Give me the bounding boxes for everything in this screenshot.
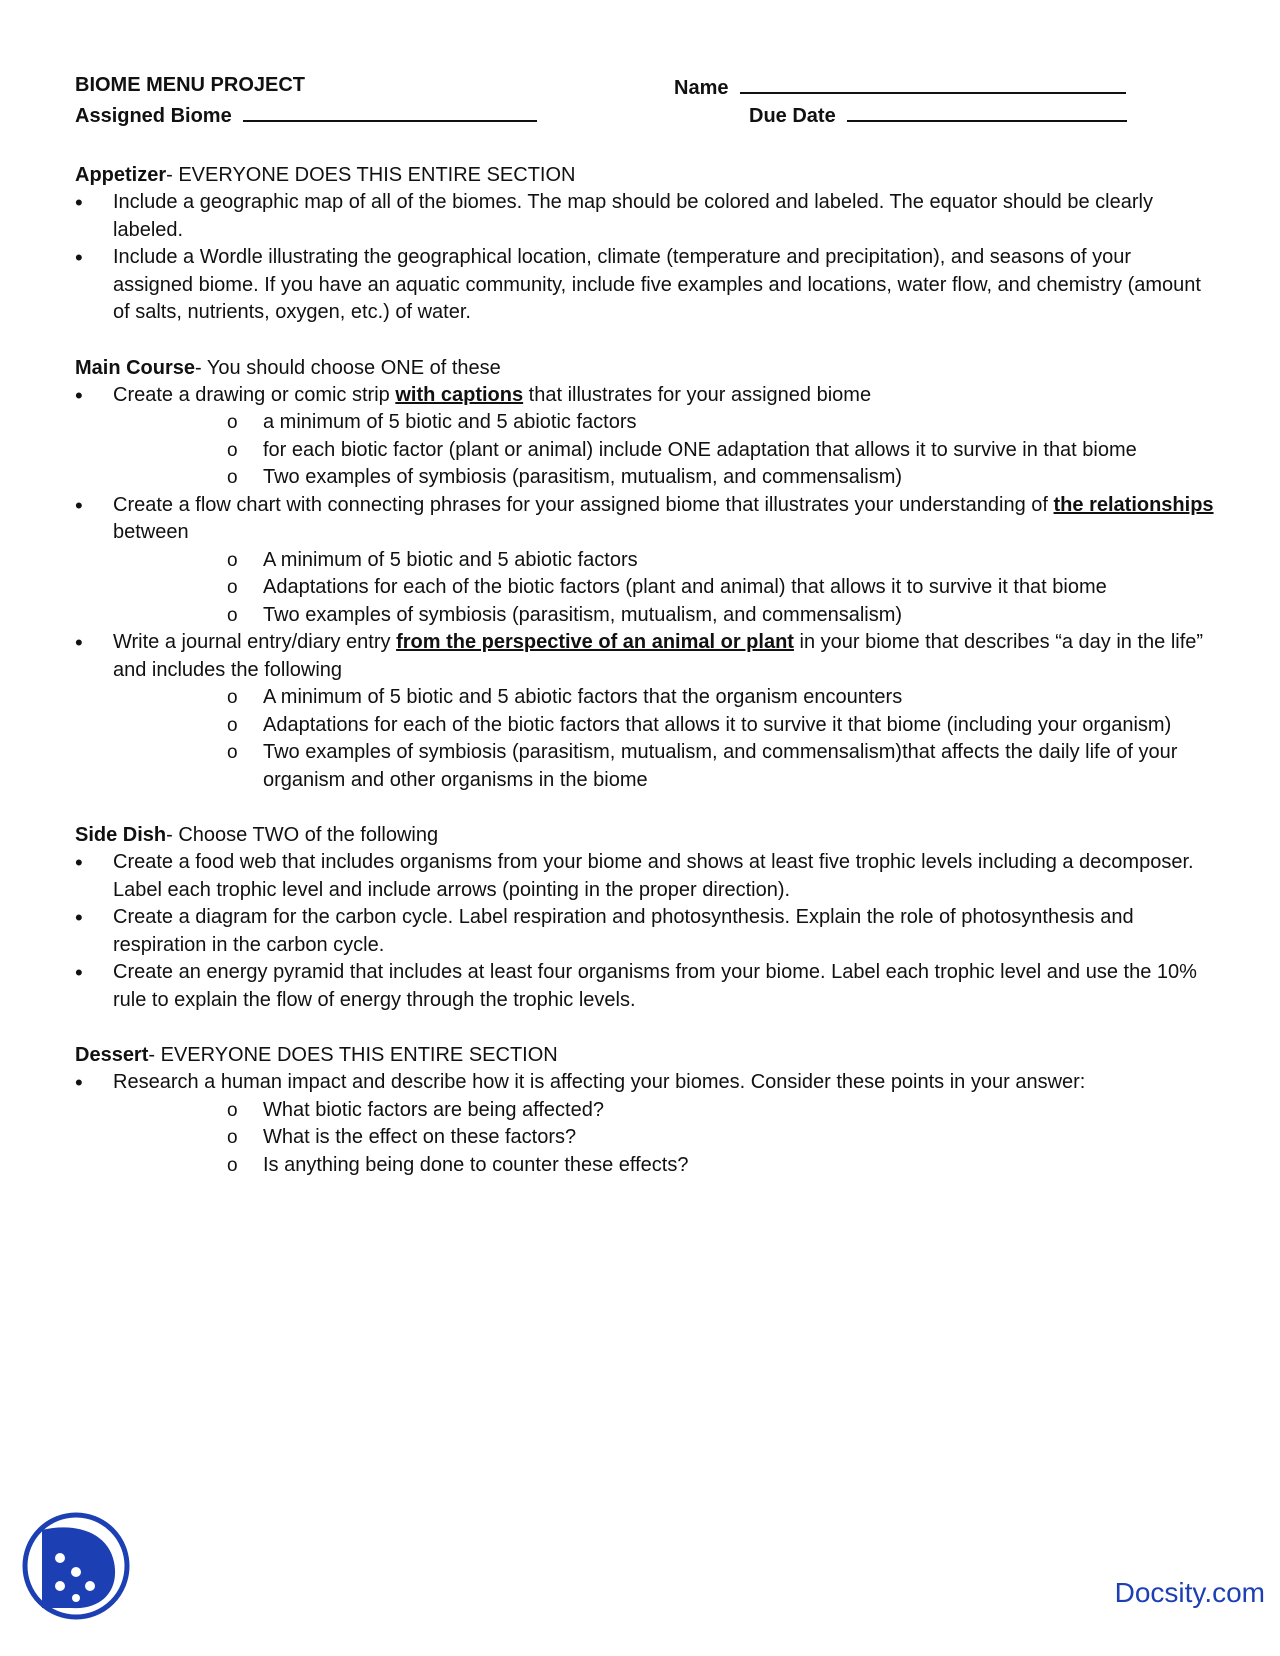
sub-list-item: o Adaptations for each of the biotic factors (plant and animal) that allows it to survive it that biome	[113, 574, 1215, 602]
sub-list-item: o Two examples of symbiosis (parasitism, mutualism, and commensalism)that affects the daily life of your organism and other organisms in the biome	[113, 739, 1215, 794]
appetizer-section	[75, 161, 1215, 327]
main-course-heading: Main Course- You should choose ONE of these	[75, 356, 501, 379]
name-line	[674, 72, 1126, 101]
docsity-logo-icon[interactable]	[20, 1510, 132, 1622]
list-item: • Include a geographic map of all of the biomes. The map should be colored and labeled. The equator should be clearly labeled.	[75, 189, 1215, 244]
list-item: • Create a diagram for the carbon cycle. Label respiration and photosynthesis. Explain the role of photosynthesis and respiration in the carbon cycle.	[75, 904, 1215, 959]
sub-list-item: o What is the effect on these factors?	[113, 1124, 1215, 1152]
assigned-biome-line	[75, 100, 537, 129]
sub-list-item: o What biotic factors are being affected?	[113, 1097, 1215, 1125]
dessert-heading: Dessert- EVERYONE DOES THIS ENTIRE SECTION	[75, 1044, 558, 1066]
list-item: • Create a food web that includes organisms from your biome and shows at least five trophic levels including a decomposer. Label each trophic level and include arrows (pointing in the proper direction).	[75, 849, 1215, 904]
due-date-label: Due Date	[749, 105, 836, 127]
project-title: BIOME MENU PROJECT	[75, 74, 306, 96]
list-item: • Create an energy pyramid that includes at least four organisms from your biome. Label each trophic level and use the 10% rule to explain the flow of energy through the trophic levels.	[75, 959, 1215, 1014]
dessert-section	[75, 1041, 1215, 1179]
due-date-blank[interactable]	[847, 100, 1127, 122]
sub-list-item: o Two examples of symbiosis (parasitism, mutualism, and commensalism)	[113, 602, 1215, 630]
side-dish-heading: Side Dish- Choose TWO of the following	[75, 824, 439, 846]
list-item: • Create a flow chart with connecting phrases for your assigned biome that illustrates your understanding of the relationships between o A minimum of 5 biotic and 5 abiotic factors o Adaptations for each of the biotic factors (plant and animal) that allows it to survive it that biome o Two examples of symbiosis (parasitism, mutualism, and commensalism)	[75, 492, 1215, 630]
list-item: • Include a Wordle illustrating the geographical location, climate (temperature and precipitation), and seasons of your assigned biome. If you have an aquatic community, include five examples and locations, water flow, and chemistry (amount of salts, nutrients, oxygen, etc.) of water.	[75, 244, 1215, 327]
sub-list-item: o A minimum of 5 biotic and 5 abiotic factors	[113, 547, 1215, 575]
docsity-brand-link[interactable]: Docsity.com	[1114, 1577, 1265, 1608]
main-course-section	[75, 354, 1215, 795]
sub-list-item: o a minimum of 5 biotic and 5 abiotic factors	[113, 409, 1215, 437]
name-label: Name	[674, 77, 729, 99]
list-item: • Research a human impact and describe how it is affecting your biomes. Consider these points in your answer: o What biotic factors are being affected? o What is the effect on these factors? o Is anything being done to counter these effects?	[75, 1069, 1215, 1179]
assigned-biome-blank[interactable]	[243, 100, 537, 122]
due-date-line	[749, 100, 1127, 129]
menu-content	[75, 161, 1215, 1206]
list-item: • Create a drawing or comic strip with captions that illustrates for your assigned biome o a minimum of 5 biotic and 5 abiotic factors o for each biotic factor (plant or animal) include ONE adaptation that allows it to survive in that biome o Two examples of symbiosis (parasitism, mutualism, and commensalism)	[75, 382, 1215, 492]
assigned-biome-label: Assigned Biome	[75, 105, 232, 127]
appetizer-heading: Appetizer- EVERYONE DOES THIS ENTIRE SECTION	[75, 164, 576, 186]
side-dish-section	[75, 821, 1215, 1014]
sub-list-item: o A minimum of 5 biotic and 5 abiotic factors that the organism encounters	[113, 684, 1215, 712]
sub-list-item: o Is anything being done to counter these effects?	[113, 1152, 1215, 1180]
list-item: • Write a journal entry/diary entry from the perspective of an animal or plant in your biome that describes “a day in the life” and includes the following o A minimum of 5 biotic and 5 abiotic factors that the organism encounters o Adaptations for each of the biotic factors that allows it to survive it that biome (including your organism) o Two examples of symbiosis (parasitism, mutualism, and commensalism)that affects the daily life of your organism and other organisms in the biome	[75, 629, 1215, 794]
sub-list-item: o for each biotic factor (plant or animal) include ONE adaptation that allows it to survive in that biome	[113, 437, 1215, 465]
name-blank[interactable]	[740, 72, 1126, 94]
sub-list-item: o Adaptations for each of the biotic factors that allows it to survive it that biome (including your organism)	[113, 712, 1215, 740]
sub-list-item: o Two examples of symbiosis (parasitism, mutualism, and commensalism)	[113, 464, 1215, 492]
